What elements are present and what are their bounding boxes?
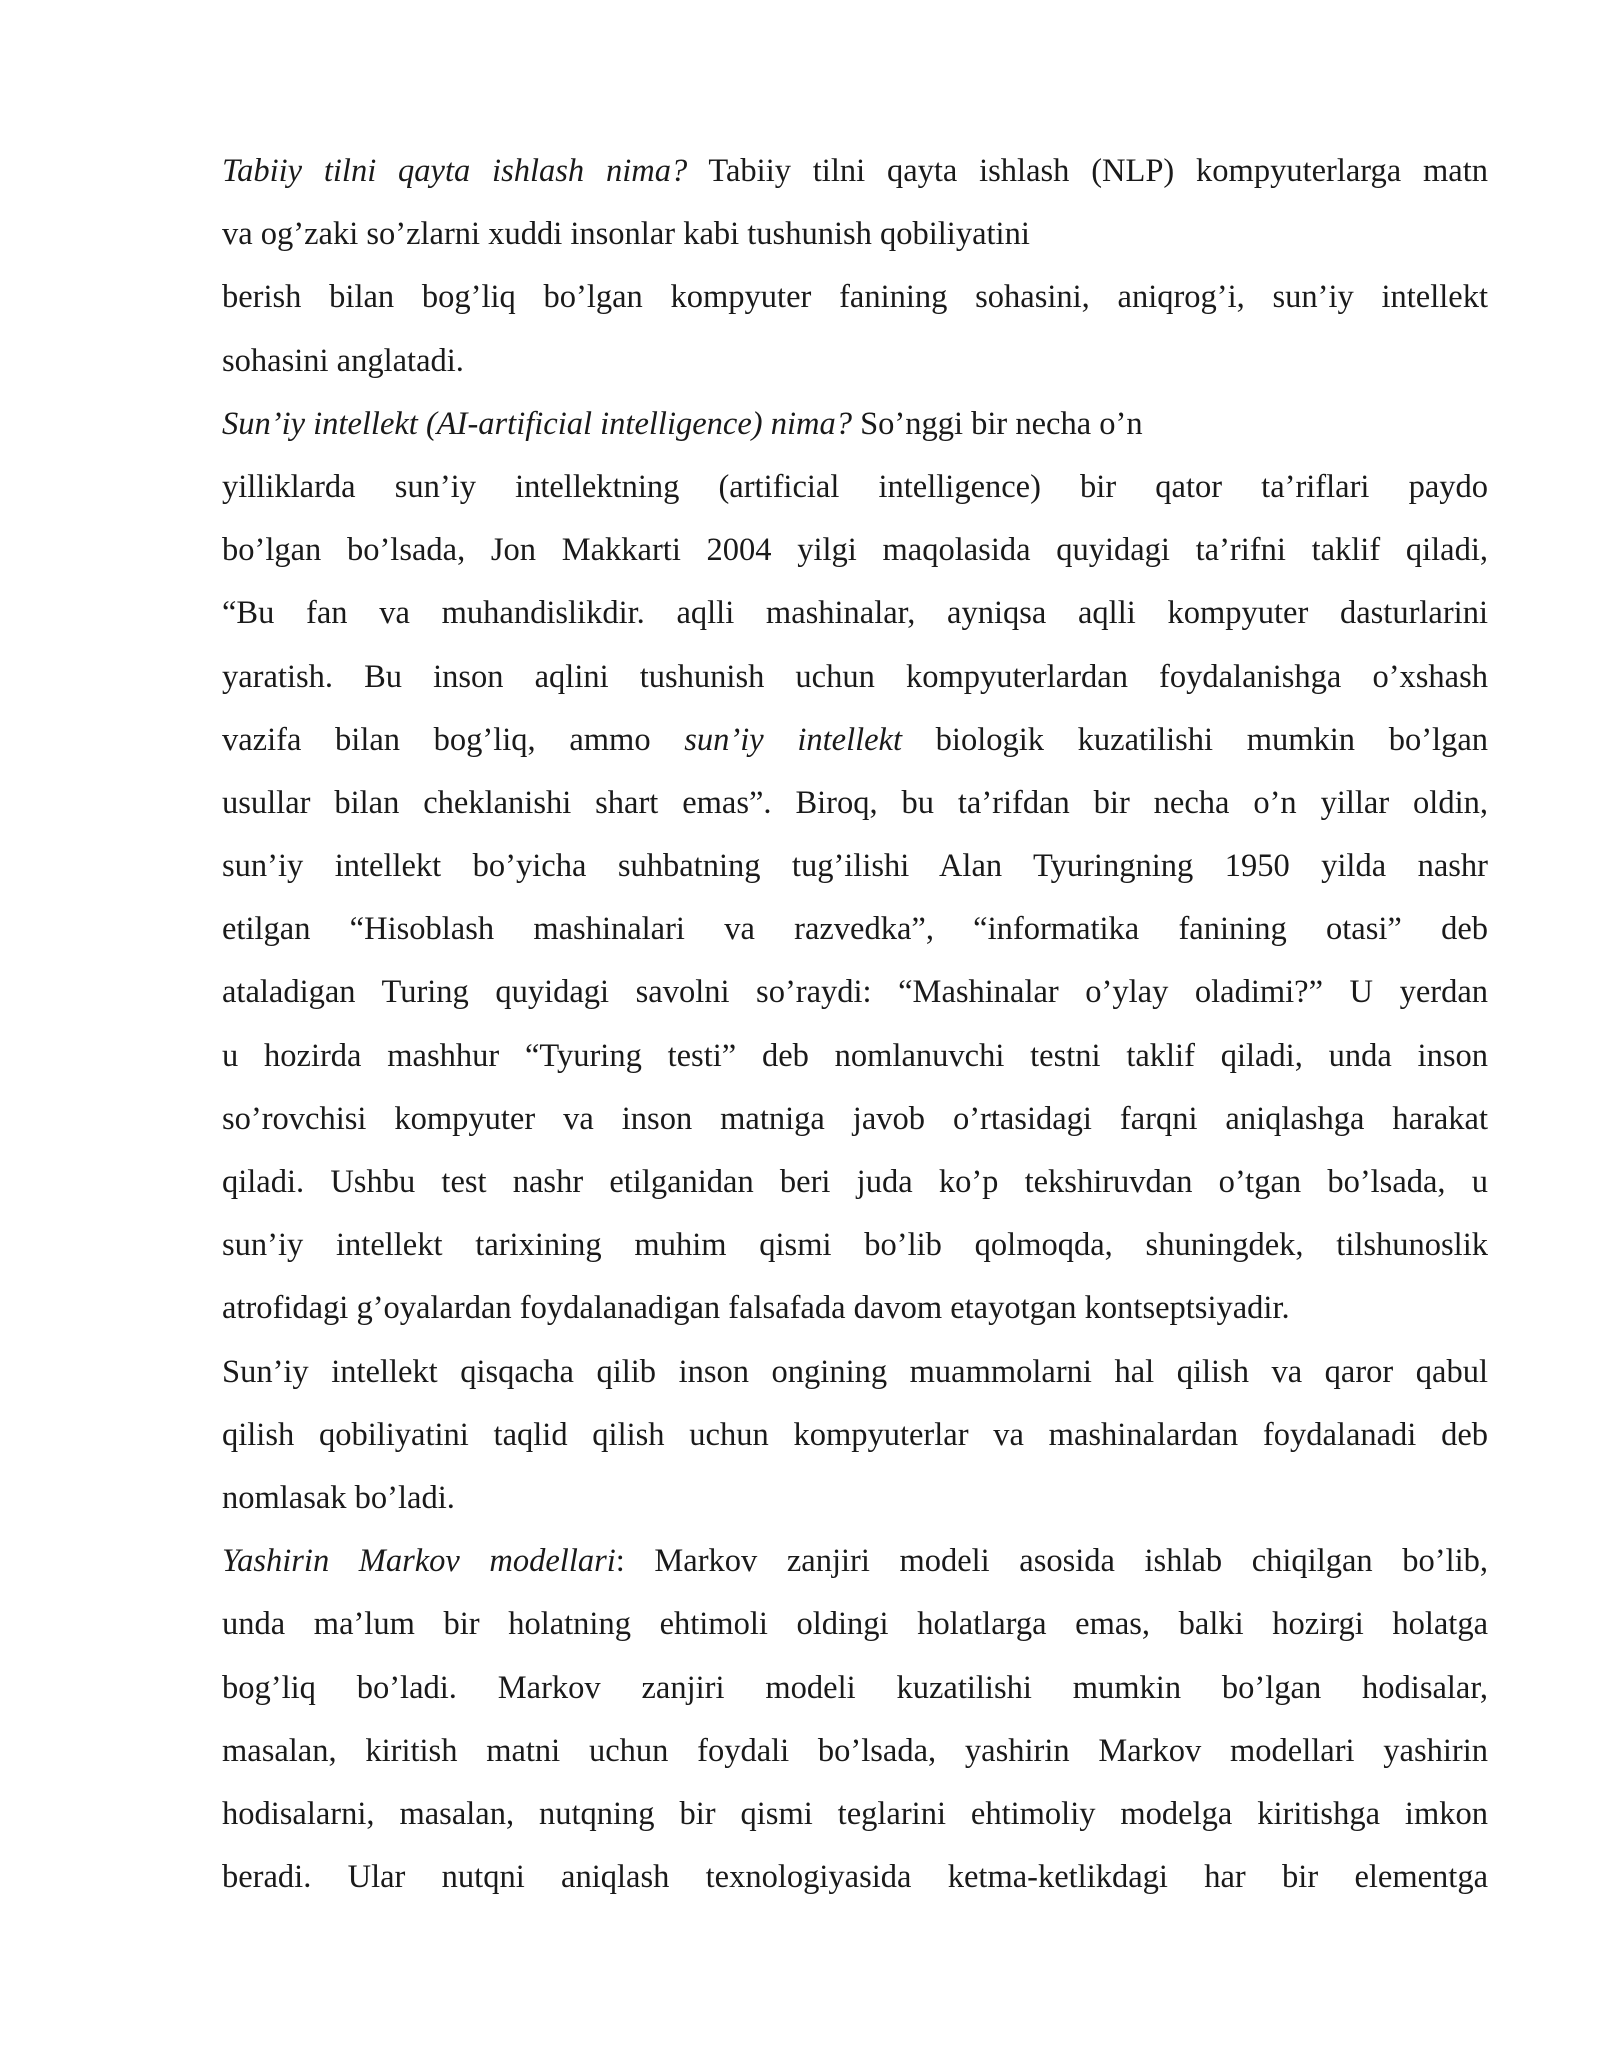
- text-line: [222, 330, 1488, 393]
- italic-text: sun’iy intellekt: [684, 721, 903, 758]
- text-line: [222, 582, 1488, 645]
- text-segment: : Markov zanjiri modeli asosida ishlab chiqilgan bo’lib,: [615, 1543, 1488, 1580]
- text-segment: etilgan “Hisoblash mashinalari va razvedka”, “informatika fanining otasi” deb: [222, 911, 1488, 948]
- text-segment: so’rovchisi kompyuter va inson matniga javob o’rtasidagi farqni aniqlashga harakat: [222, 1100, 1488, 1137]
- text-line: [222, 519, 1488, 582]
- text-segment: bo’lgan bo’lsada, Jon Makkarti 2004 yilgi maqolasida quyidagi ta’rifni taklif qiladi,: [222, 532, 1488, 569]
- text-segment: vazifa bilan bog’liq, ammo: [222, 721, 685, 758]
- text-line: [222, 1277, 1488, 1340]
- text-line: [222, 1404, 1488, 1467]
- text-segment: berish bilan bog’liq bo’lgan kompyuter fanining sohasini, aniqrog’i, sun’iy intellekt: [222, 279, 1488, 316]
- text-line: [222, 835, 1488, 898]
- text-line: [222, 646, 1488, 709]
- text-line: [222, 1025, 1488, 1088]
- text-segment: usullar bilan cheklanishi shart emas”. Biroq, bu ta’rifdan bir necha o’n yillar oldin,: [222, 784, 1488, 821]
- text-segment: qiladi. Ushbu test nashr etilganidan beri juda ko’p tekshiruvdan o’tgan bo’lsada, u: [222, 1164, 1488, 1200]
- document-page: [222, 140, 1488, 1909]
- text-segment: Sun’iy intellekt qisqacha qilib inson ongining muammolarni hal qilish va qaror qabul: [222, 1353, 1488, 1390]
- text-line: [222, 898, 1488, 961]
- text-line: [222, 961, 1488, 1024]
- text-line: [222, 772, 1488, 835]
- text-segment: masalan, kiritish matni uchun foydali bo’lsada, yashirin Markov modellari yashirin: [222, 1732, 1488, 1769]
- text-segment: va og’zaki so’zlarni xuddi insonlar kabi tushunish qobiliyatini: [222, 216, 1030, 253]
- italic-text: Tabiiy tilni qayta ishlash nima?: [222, 153, 688, 189]
- text-segment: yaratish. Bu inson aqlini tushunish uchun kompyuterlardan foydalanishga o’xshash: [222, 658, 1488, 695]
- text-segment: yilliklarda sun’iy intellektning (artificial intelligence) bir qator ta’riflari paydo: [222, 468, 1488, 505]
- text-line: [222, 203, 1488, 266]
- text-line: [222, 456, 1488, 519]
- text-segment: qilish qobiliyatini taqlid qilish uchun kompyuterlar va mashinalardan foydalanadi deb: [222, 1416, 1488, 1453]
- text-line: [222, 1593, 1488, 1656]
- text-segment: u hozirda mashhur “Tyuring testi” deb nomlanuvchi testni taklif qiladi, unda inson: [222, 1037, 1488, 1074]
- text-line: [222, 140, 1488, 203]
- text-line: [222, 1657, 1488, 1720]
- text-segment: hodisalarni, masalan, nutqning bir qismi teglarini ehtimoliy modelga kiritishga imkon: [222, 1795, 1488, 1832]
- italic-text: Sun’iy intellekt (AI-artificial intelligence) nima?: [222, 405, 852, 442]
- text-line: [222, 1467, 1488, 1530]
- text-line: [222, 709, 1488, 772]
- text-segment: beradi. Ular nutqni aniqlash texnologiyasida ketma-ketlikdagi har bir elementga: [222, 1859, 1488, 1896]
- text-segment: unda ma’lum bir holatning ehtimoli oldingi holatlarga emas, balki hozirgi holatga: [222, 1606, 1488, 1643]
- text-segment: bog’liq bo’ladi. Markov zanjiri modeli kuzatilishi mumkin bo’lgan hodisalar,: [222, 1669, 1488, 1706]
- text-segment: sohasini anglatadi.: [222, 342, 464, 379]
- text-segment: ataladigan Turing quyidagi savolni so’raydi: “Mashinalar o’ylay oladimi?” U yerdan: [222, 974, 1488, 1011]
- text-segment: biologik kuzatilishi mumkin bo’lgan: [902, 721, 1488, 758]
- text-line: [222, 1151, 1488, 1214]
- text-segment: nomlasak bo’ladi.: [222, 1479, 455, 1516]
- text-line: [222, 1783, 1488, 1846]
- text-line: [222, 1088, 1488, 1151]
- text-line: [222, 1341, 1488, 1404]
- text-segment: Tabiiy tilni qayta ishlash (NLP) kompyuterlarga matn: [687, 153, 1488, 189]
- text-segment: sun’iy intellekt bo’yicha suhbatning tug’ilishi Alan Tyuringning 1950 yilda nashr: [222, 848, 1488, 885]
- text-segment: So’nggi bir necha o’n: [851, 405, 1143, 442]
- text-line: [222, 1530, 1488, 1593]
- text-line: [222, 266, 1488, 329]
- text-segment: “Bu fan va muhandislikdir. aqlli mashinalar, ayniqsa aqlli kompyuter dasturlarini: [222, 595, 1488, 632]
- text-line: [222, 1214, 1488, 1277]
- text-line: [222, 393, 1488, 456]
- text-segment: atrofidagi g’oyalardan foydalanadigan falsafada davom etayotgan kontseptsiyadir.: [222, 1290, 1290, 1327]
- text-line: [222, 1846, 1488, 1909]
- text-line: [222, 1720, 1488, 1783]
- italic-text: Yashirin Markov modellari: [222, 1543, 616, 1580]
- text-segment: sun’iy intellekt tarixining muhim qismi bo’lib qolmoqda, shuningdek, tilshunoslik: [222, 1227, 1488, 1264]
